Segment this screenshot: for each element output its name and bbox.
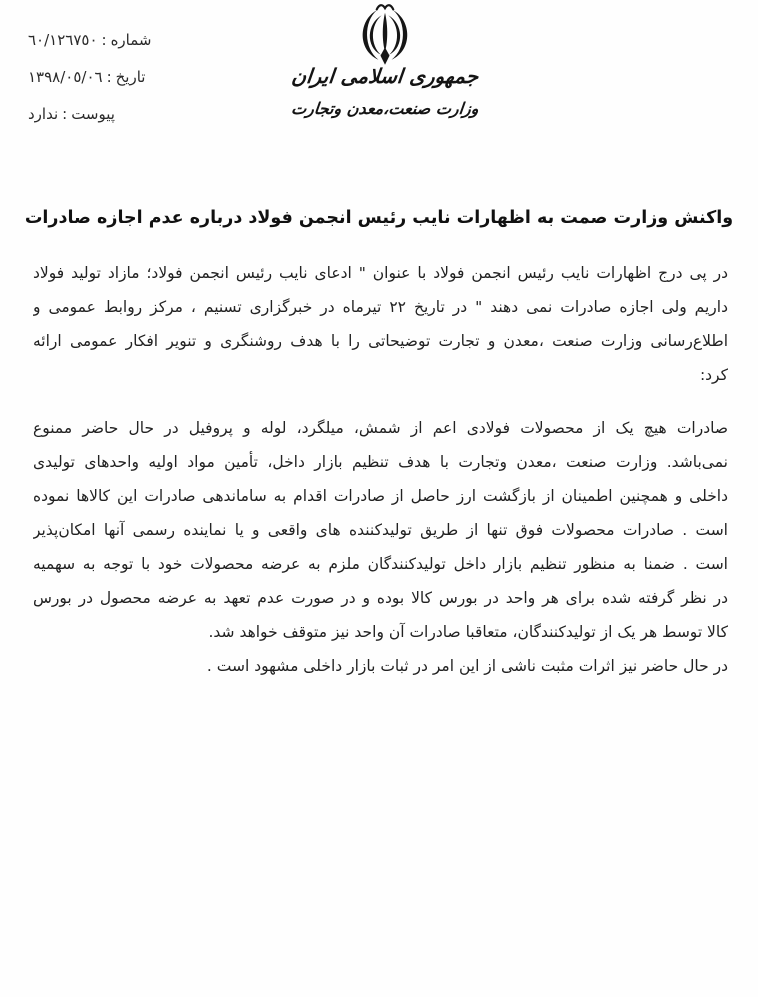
meta-separator: : xyxy=(101,31,107,49)
letter-attachment-label: پیوست xyxy=(71,105,115,123)
paragraph-line: است . ضمنا به منظور تنظیم بازار داخل تولیدکنندگان ملزم به عرضه محصولات خود با توجه به سهمیه xyxy=(33,555,728,573)
paragraph-line: در پی درج اظهارات نایب رئیس انجمن فولاد با عنوان " ادعای نایب رئیس انجمن فولاد؛ مازاد تولید فولاد xyxy=(33,264,728,282)
paragraph-line: صادرات هیچ یک از محصولات فولادی اعم از شمش، میلگرد، لوله و پروفیل در حال حاضر ممنوع xyxy=(33,419,728,437)
paragraph-line: است . صادرات محصولات فوق تنها از طریق تولیدکننده های واقعی و یا نماینده رسمی آنها امکان‌پذیر xyxy=(33,521,728,539)
paragraph-line: در حال حاضر نیز اثرات مثبت ناشی از این امر در ثبات بازار داخلی مشهود است . xyxy=(206,657,728,675)
paragraph-body xyxy=(33,411,728,683)
paragraph-line: نمی‌باشد. وزارت صنعت ،معدن وتجارت با هدف تنظیم بازار داخل، تأمین مواد اولیه واحدهای تولیدی xyxy=(33,453,728,471)
letter-date-value: ١٣٩٨/٠٥/٠٦ xyxy=(28,68,103,86)
meta-separator: : xyxy=(106,68,112,86)
paragraph-line: داریم ولی اجازه صادرات نمی دهند " در تاریخ ٢٢ تیرماه در خبرگزاری تسنیم ، مرکز روابط عمومی و xyxy=(33,298,728,316)
letter-number-row xyxy=(28,22,223,59)
iran-emblem-icon xyxy=(341,2,429,68)
letterhead-republic-title: جمهوری اسلامی ایران xyxy=(290,64,480,88)
paragraph-line: داخلی و همچنین اطمینان از بازگشت ارز حاصل از صادرات اقدام به ساماندهی صادرات این کالاها نموده xyxy=(33,487,728,505)
paragraph-line: کرد: xyxy=(699,366,728,384)
letter-number-value: ٦٠/١٢٦٧٥٠ xyxy=(28,31,98,49)
letter-attachment-row xyxy=(28,96,223,133)
letter-date-label: تاریخ xyxy=(115,68,146,86)
letter-meta-block xyxy=(28,22,223,133)
paragraph-line: در نظر گرفته شده برای هر واحد در بورس کالا بوده و در صورت عدم تعهد به عرضه محصول در بورس xyxy=(33,589,728,607)
letter-number-label: شماره xyxy=(110,31,152,49)
letter-attachment-value: ندارد xyxy=(28,105,59,123)
paragraph-line: کالا توسط هر یک از تولیدکنندگان، متعاقبا صادرات آن واحد نیز متوقف خواهد شد. xyxy=(208,623,728,641)
paragraph-intro xyxy=(33,256,728,392)
document-title: واکنش وزارت صمت به اظهارات نایب رئیس انجمن فولاد درباره عدم اجازه صادرات xyxy=(24,208,734,228)
letter-date-row xyxy=(28,59,223,96)
meta-separator: : xyxy=(62,105,68,123)
paragraph-line: اطلاع‌رسانی وزارت صنعت ،معدن و تجارت توضیحاتی را با هدف روشنگری و تنویر افکار عمومی ارائه xyxy=(33,332,728,350)
letterhead-ministry-title: وزارت صنعت،معدن وتجارت xyxy=(290,99,480,118)
